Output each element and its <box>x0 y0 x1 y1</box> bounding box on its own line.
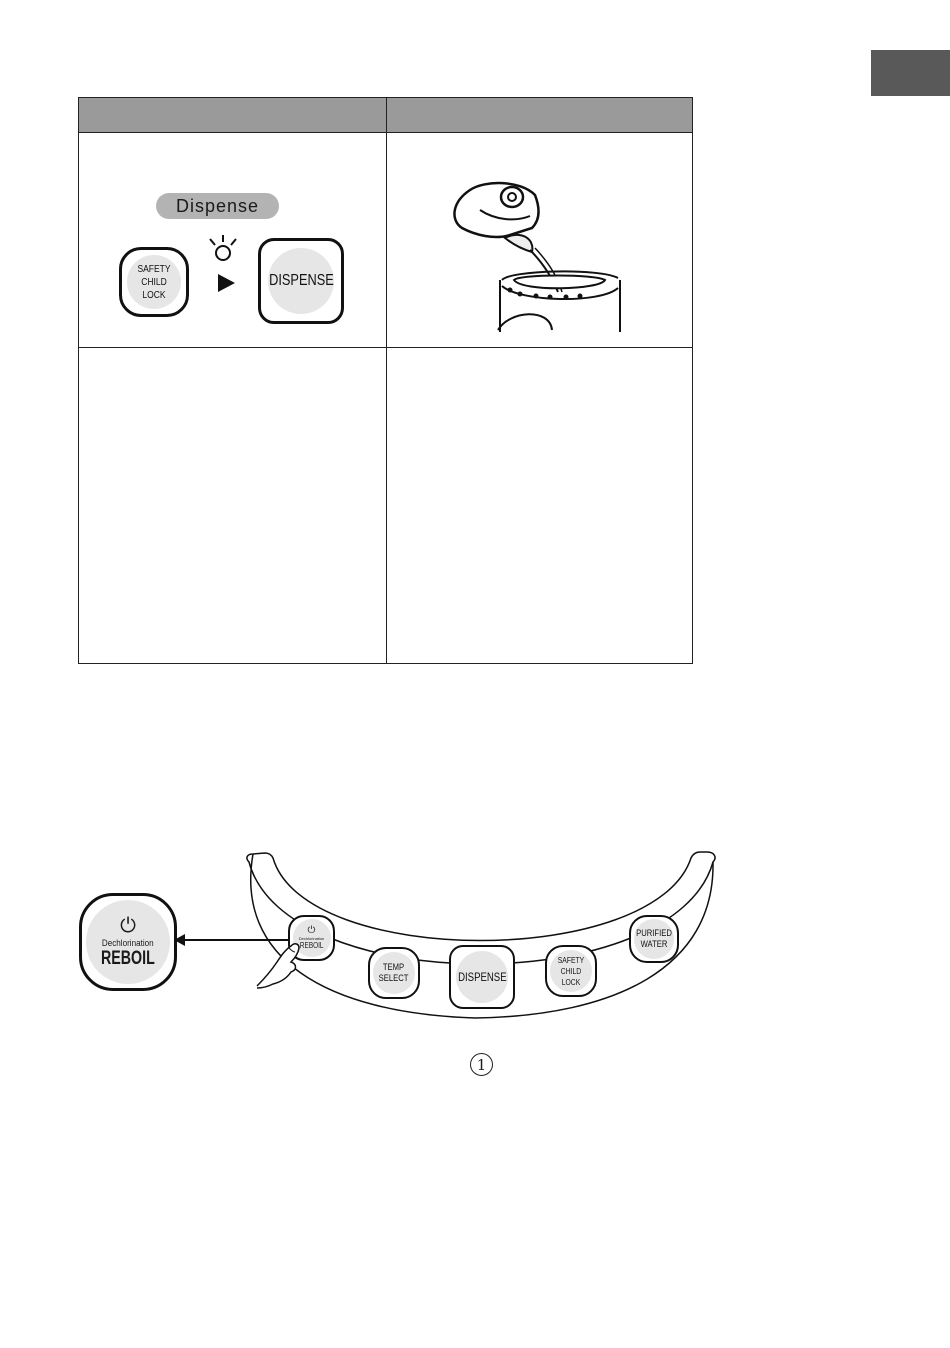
table-row-divider <box>79 347 692 348</box>
panel-power-icon: ⏻ <box>307 925 316 936</box>
figure-number: 1 <box>470 1053 493 1076</box>
panel-safety-label: SAFETY CHILD LOCK <box>557 955 585 987</box>
reboil-sublabel: Dechlorination <box>102 937 154 948</box>
panel-reboil-main: REBOIL <box>299 941 324 950</box>
table-column-divider <box>386 98 387 663</box>
power-icon: ⏻ <box>120 912 136 937</box>
panel-temp-select-label: TEMP SELECT <box>379 962 409 983</box>
language-tab <box>871 50 950 96</box>
panel-temp-select-button <box>368 947 420 999</box>
dispense-button <box>258 238 344 324</box>
panel-purified-water-label: PURIFIED WATER <box>636 928 672 949</box>
reboil-label: REBOIL <box>101 947 155 969</box>
kettle-pouring-illustration <box>440 180 640 332</box>
safety-label-line1: SAFETY CHILD LOCK <box>137 263 171 301</box>
panel-dispense-label: DISPENSE <box>457 970 507 984</box>
dispense-button-label: DISPENSE <box>268 272 334 289</box>
panel-safety-child-lock-button <box>545 945 597 997</box>
safety-child-lock-label <box>131 263 177 302</box>
reboil-button-zoom <box>79 893 177 991</box>
blink-light-icon <box>205 232 241 262</box>
panel-dispense-button <box>449 945 515 1009</box>
panel-purified-water-button <box>629 915 679 963</box>
safety-child-lock-button <box>119 247 189 317</box>
panel-reboil-small: Dechlorination <box>298 936 325 941</box>
dispense-indicator-pill: Dispense <box>156 193 279 219</box>
hand-pressing-icon <box>255 938 305 990</box>
play-arrow-icon <box>216 273 236 293</box>
